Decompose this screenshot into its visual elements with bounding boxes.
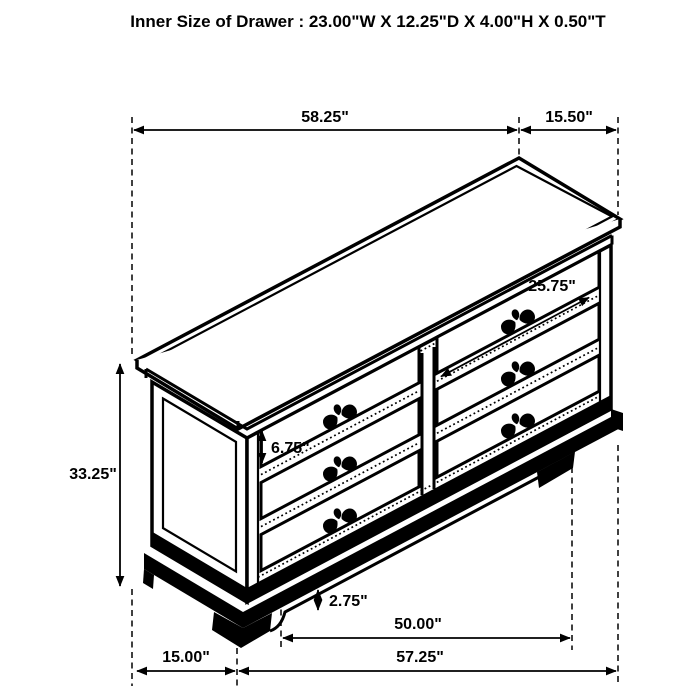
dimension-label-floor-depth: 15.00" [162,649,210,666]
diagram-title: Inner Size of Drawer : 23.00"W X 12.25"D X 4.00"H X 0.50"T [130,12,606,31]
dimension-label-top-depth: 15.50" [545,109,593,126]
dimension-label-overall-height: 33.25" [69,466,117,483]
dimension-feet-inner-width [283,616,570,638]
dimension-label-top-length: 58.25" [301,109,349,126]
dimension-floor-width [239,649,616,671]
dimension-label-feet-inner-width: 50.00" [394,616,442,633]
dimension-label-drawer-front-height: 6.75" [271,440,310,457]
dresser-drawing [137,158,623,648]
dimension-label-foot-height: 2.75" [329,593,368,610]
dimension-label-floor-width: 57.25" [396,649,444,666]
dimension-label-drawer-diagonal: 25.75" [528,278,576,295]
dimension-floor-depth [137,649,235,671]
dimension-foot-height [318,590,368,610]
dimension-overall-height [69,364,120,586]
dimension-top-depth [521,109,616,130]
dimension-top-length [134,109,517,130]
